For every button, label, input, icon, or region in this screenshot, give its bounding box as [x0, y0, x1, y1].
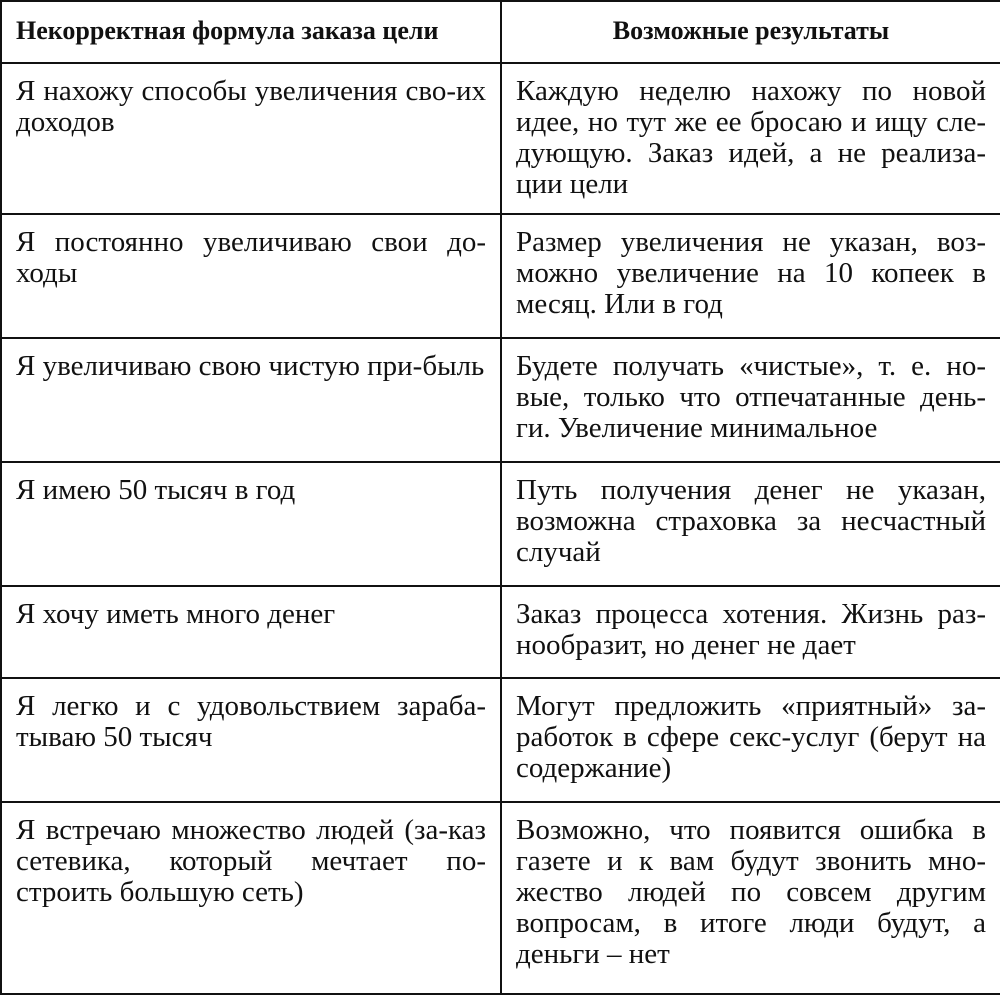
- result-cell: Каждую неделю нахожу по новой идее, но тут же ее бросаю и ищу сле-дующую. Заказ идей, а не реализа-ции цели: [501, 63, 1000, 214]
- formula-cell: Я имею 50 тысяч в год: [1, 462, 501, 586]
- table-header-row: [1, 1, 1000, 63]
- formula-cell: Я увеличиваю свою чистую при-быль: [1, 338, 501, 462]
- result-cell: Размер увеличения не указан, воз-можно увеличение на 10 копеек в месяц. Или в год: [501, 214, 1000, 338]
- table-row: [1, 678, 1000, 802]
- table-row: [1, 462, 1000, 586]
- table-row: [1, 586, 1000, 678]
- column-header-formula: Некорректная формула заказа цели: [1, 1, 501, 63]
- result-cell: Будете получать «чистые», т. е. но-вые, только что отпечатанные день-ги. Увеличение минимальное: [501, 338, 1000, 462]
- formula-cell: Я легко и с удовольствием зараба-тываю 50 тысяч: [1, 678, 501, 802]
- result-cell: Возможно, что появится ошибка в газете и к вам будут звонить мно-жество людей по совсем другим вопросам, в итоге люди будут, а деньги – нет: [501, 802, 1000, 994]
- table-row: [1, 214, 1000, 338]
- column-header-results: Возможные результаты: [501, 1, 1000, 63]
- result-cell: Путь получения денег не указан, возможна страховка за несчастный случай: [501, 462, 1000, 586]
- table-row: [1, 802, 1000, 994]
- formula-cell: Я постоянно увеличиваю свои до-ходы: [1, 214, 501, 338]
- formula-cell: Я встречаю множество людей (за-каз сетевика, который мечтает по-строить большую сеть): [1, 802, 501, 994]
- result-cell: Заказ процесса хотения. Жизнь раз-нообразит, но денег не дает: [501, 586, 1000, 678]
- result-cell: Могут предложить «приятный» за-работок в сфере секс-услуг (берут на содержание): [501, 678, 1000, 802]
- formula-cell: Я хочу иметь много денег: [1, 586, 501, 678]
- formula-cell: Я нахожу способы увеличения сво-их доходов: [1, 63, 501, 214]
- table-row: [1, 63, 1000, 214]
- table-row: [1, 338, 1000, 462]
